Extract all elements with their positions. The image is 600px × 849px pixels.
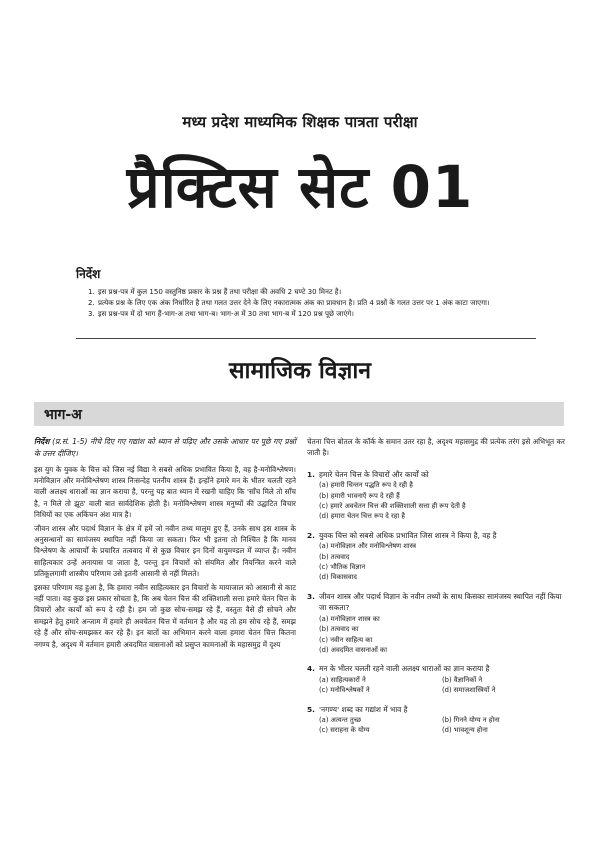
question-text-row — [307, 469, 565, 480]
question-text: युवक चित्त को सबसे अधिक प्रभावित जिस शास्त्र ने किया है, वह है — [319, 530, 497, 540]
question-item — [307, 663, 565, 695]
instructions-heading: निर्देश — [76, 267, 101, 281]
question-text: मन के भीतर चलती रहने वाली अलक्ष्य धाराओं का ज्ञान कराया है — [319, 664, 490, 674]
instruction-item — [88, 297, 536, 308]
option-a: (a) साहित्यकारों ने — [319, 675, 366, 684]
divider — [76, 338, 536, 339]
question-number: 5. — [307, 704, 315, 714]
subject-heading: सामाजिक विज्ञान — [228, 358, 372, 384]
option-b: (b) तत्ववाद का — [319, 625, 359, 634]
question-text: 'नगण्य' शब्द का गद्यांश में भाव है — [319, 704, 408, 714]
option-c: (c) नवीन साहित्य का — [319, 635, 373, 644]
option-a: (a) अत्यन्त तुच्छ — [319, 715, 362, 724]
question-text-row — [307, 591, 565, 614]
instruction-text: इस प्रश्न-पत्र में कुल 150 वस्तुनिष्ठ प्रकार के प्रश्न हैं तथा परीक्षा की अवधि 2 घण्टे 30 मिनट है। — [98, 287, 342, 296]
question-text: जीवन शास्त्र और पदार्थ विज्ञान के नवीन तथ्यों के साथ किसका सामंजस्य स्थापित नहीं किया जा सकता? — [319, 591, 562, 613]
instruction-text: प्रत्येक प्रश्न के लिए एक अंक निर्धारित है तथा गलत उत्तर देने के लिए नकारात्मक अंक का प्रावधान है। प्रति 4 प्रश्नों के गलत उत्तर पर 1 अंक काटा जाएगा। — [98, 298, 490, 307]
option-b: (b) हमारी भावनाएँ रूप दे रही हैं — [319, 491, 400, 500]
question-text: हमारे चेतन चित्त के विचारों और कार्यों को — [319, 469, 429, 479]
option-b: (b) वैज्ञानिकों ने — [442, 675, 483, 684]
questions-column — [307, 436, 565, 744]
instruction-number: 3. — [88, 309, 95, 318]
option-grid — [307, 675, 565, 696]
passage-paragraph: इसका परिणाम यह हुआ है, कि हमारा नवीन साहित्यकार इन विचारों के मायाजाल को आसानी से काट नहीं पाता। वह कुछ इस प्रकार सोचता है, कि अब चेतन चित्त की शक्तिशाली सत्ता हमारे चेतन चित्त के विचारों और कार्यों को रूप दे रही है। हम जो कुछ सोच-समझ रहे हैं, वस्तुतः वैसे ही सोचने और समझने हेतु हमारे अन्जाम में हमारे ही अवचेतन चित्त में वर्तमान है और यह तो हम सोच रहे हैं, समझ रहे हैं और सोच-समझकर कर रहे हैं। इन बातों का अभिमान करने वाला हमारा चेतन चित्त कितना नगण्य है, अदृश्य में वर्तमान हमारी अवदमित वासनाओं को प्रसुप्त कामनाओं के महासमुद्र में दृश्य — [34, 582, 296, 649]
option-c: (c) सराहना के योग्य — [319, 726, 370, 735]
question-text-row — [307, 663, 565, 674]
question-item — [307, 704, 565, 736]
question-text-row — [307, 530, 565, 541]
instruction-text: इस प्रश्न-पत्र में दो भाग हैं-भाग-अ तथा भाग-ब। भाग-अ में 30 तथा भाग-ब में 120 प्रश्न पूछे जाएंगे। — [98, 309, 354, 318]
option-d: (d) समाजशास्त्रियों ने — [442, 686, 496, 695]
option-c: (c) भौतिक विज्ञान — [319, 563, 366, 572]
question-number: 4. — [307, 664, 315, 674]
passage-direction — [34, 436, 296, 460]
instruction-item — [88, 308, 536, 319]
option-list — [307, 541, 565, 583]
option-c: (c) हमारे अवचेतन चित्त की शक्तिशाली सत्ता ही रूप देती है — [319, 502, 466, 511]
option-d: (d) अवदमित वासनाओं का — [319, 645, 387, 654]
question-item — [307, 469, 565, 522]
exam-name: मध्य प्रदेश माध्यमिक शिक्षक पात्रता परीक्षा — [182, 113, 418, 131]
question-number: 1. — [307, 469, 315, 479]
option-d: (d) विकासवाद — [319, 573, 358, 582]
option-d: (d) हमारा चेतन चित्त रूप दे रहा है — [319, 512, 405, 521]
question-text-row — [307, 704, 565, 715]
instruction-number: 1. — [88, 287, 95, 296]
passage-paragraph: जीवन शास्त्र और पदार्थ विज्ञान के क्षेत्र में हमें जो नवीन तथ्य मालूम हुए हैं, उनके साथ इस शास्त्र के अनुसन्धानों का सामंजस्य स्थापित नहीं किया जा सकता। फिर भी इतना तो निश्चित है कि मानव विश्लेषण के आचार्यों के प्रचारित तत्ववाद में से कुछ विचार इन दिनों वायुमण्डल में व्याप्त हैं। नवीन साहित्यकार उन्हें अनायास पा जाता है, परन्तु इन विचारों को संयमित और नियन्त्रित करने वाले प्रतिकूलगामी शास्त्रीय परिणाम उसे इतनी आसानी से नहीं मिलते। — [34, 523, 296, 579]
option-b: (b) गिनने योग्य न होना — [442, 715, 500, 724]
question-number: 2. — [307, 530, 315, 540]
option-list — [307, 614, 565, 656]
option-a: (a) मनोविज्ञान शास्त्र का — [319, 614, 380, 623]
section-label: भाग-अ — [44, 407, 82, 423]
option-a: (a) हमारी चिन्तन पद्धति रूप दे रही है — [319, 481, 413, 490]
page-title: प्रैक्टिस सेट 01 — [126, 153, 474, 221]
direction-label: निर्देश — [34, 437, 50, 446]
passage-paragraph: इस युग के युवक के चित्त को जिस नई विद्या ने सबसे अधिक प्रभावित किया है, वह है-मनोविश्लेषण। मनोविज्ञान और मनोविश्लेषण शास्त्र निःसन्देह पतनीय शास्त्र हैं। इन्होंने हमारे मन के भीतर चलती रहने वाली अलक्ष्य धाराओं का ज्ञान कराया है, परन्तु यह बात ध्यान में रखनी चाहिए कि 'साँच मिले तो साँच है, न मिले तो झूठ' वाली बात सार्वदेशिक होती है। मनोविश्लेषण शास्त्र मनुष्यों की उद्घाटित विचार निधियों का एक अकिंचन अंश मात्र है। — [34, 464, 296, 520]
passage-column — [34, 436, 296, 652]
instructions-list — [76, 286, 536, 319]
question-item — [307, 530, 565, 583]
option-list — [307, 480, 565, 522]
direction-text: (प्र.सं. 1-5) नीचे दिए गए गद्यांश को ध्यान से पढ़िए और उसके आधार पर पूछे गए प्रश्नों के उत्तर दीजिए। — [34, 437, 296, 458]
question-item — [307, 591, 565, 655]
passage-continuation: चेतना चित्त बोतल के कॉर्क के समान उतर रहा है, अदृश्य महासमुद्र की प्रत्येक तरंग इसे अभिभूत कर जाती है। — [307, 437, 565, 458]
option-d: (d) भावशून्य होना — [442, 726, 488, 735]
option-grid — [307, 715, 565, 736]
instructions-block — [76, 265, 536, 319]
instruction-item — [88, 286, 536, 297]
option-b: (b) तत्ववाद — [319, 552, 350, 561]
instruction-number: 2. — [88, 298, 95, 307]
section-header — [34, 402, 564, 426]
question-number: 3. — [307, 591, 315, 601]
option-c: (c) मनोविश्लेषकों ने — [319, 686, 370, 695]
option-a: (a) मनोविज्ञान और मनोविश्लेषण शास्त्र — [319, 542, 417, 551]
